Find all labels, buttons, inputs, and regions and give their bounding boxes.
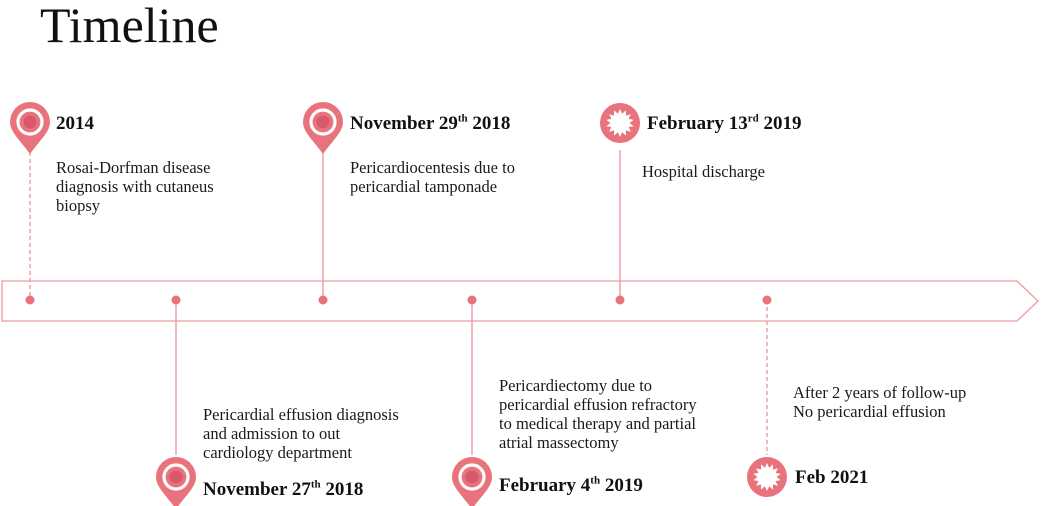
event-description-line: diagnosis with cutaneus bbox=[56, 177, 214, 196]
event-description bbox=[203, 405, 399, 462]
event-date-year: 2018 bbox=[467, 113, 511, 134]
event-description-line: biopsy bbox=[56, 196, 101, 215]
event-description-line: atrial massectomy bbox=[499, 433, 619, 452]
page-title: Timeline bbox=[40, 0, 219, 53]
event-date bbox=[203, 479, 363, 501]
timeline-dot bbox=[26, 296, 35, 305]
map-pin-icon bbox=[10, 102, 50, 154]
timeline-dot bbox=[616, 296, 625, 305]
event-date bbox=[499, 475, 643, 497]
event-date-suffix: th bbox=[457, 112, 468, 125]
event-date-main: November 27 bbox=[203, 479, 311, 500]
event-description-line: After 2 years of follow-up bbox=[793, 383, 967, 402]
map-pin-icon bbox=[156, 457, 196, 506]
event-date-year: 2019 bbox=[758, 113, 802, 134]
event-date-main: November 29 bbox=[350, 113, 458, 134]
event-date-suffix: th bbox=[590, 474, 601, 487]
timeline-dot bbox=[172, 296, 181, 305]
event-date-suffix: th bbox=[310, 478, 321, 491]
event-date bbox=[56, 113, 94, 135]
event-date bbox=[795, 467, 868, 489]
event-description bbox=[793, 383, 966, 421]
event-date bbox=[350, 113, 510, 135]
event-date-main: February 4 bbox=[499, 475, 591, 496]
event-description-line: Pericardial effusion diagnosis bbox=[203, 405, 399, 424]
starburst-badge-icon bbox=[747, 457, 787, 497]
event-description bbox=[350, 158, 515, 196]
event-description bbox=[499, 376, 697, 452]
event-description-line: and admission to out bbox=[203, 424, 341, 443]
event-date bbox=[647, 113, 802, 135]
timeline-dot bbox=[319, 296, 328, 305]
event-date-main: February 13 bbox=[647, 113, 748, 134]
event-date-year: 2018 bbox=[320, 479, 364, 500]
timeline-dot bbox=[763, 296, 772, 305]
timeline-arrow bbox=[2, 281, 1038, 321]
map-pin-icon bbox=[303, 102, 343, 154]
event-description-line: Hospital discharge bbox=[642, 162, 765, 181]
event-description-line: Pericardiectomy due to bbox=[499, 376, 653, 395]
event-description-line: pericardial effusion refractory bbox=[499, 395, 697, 414]
event-description bbox=[642, 162, 765, 181]
event-description-line: No pericardial effusion bbox=[793, 402, 946, 421]
map-pin-icon bbox=[452, 457, 492, 506]
event-date-year: 2019 bbox=[600, 475, 643, 496]
event-description bbox=[56, 158, 214, 215]
event-date-main: 2014 bbox=[56, 113, 94, 134]
event-description-line: cardiology department bbox=[203, 443, 352, 462]
event-description-line: pericardial tamponade bbox=[350, 177, 498, 196]
starburst-badge-icon bbox=[600, 103, 640, 143]
event-date-suffix: rd bbox=[747, 112, 759, 125]
event-description-line: Rosai-Dorfman disease bbox=[56, 158, 211, 177]
event-description-line: Pericardiocentesis due to bbox=[350, 158, 515, 177]
event-date-main: Feb 2021 bbox=[795, 467, 869, 488]
timeline-dot bbox=[468, 296, 477, 305]
event-description-line: to medical therapy and partial bbox=[499, 414, 697, 433]
